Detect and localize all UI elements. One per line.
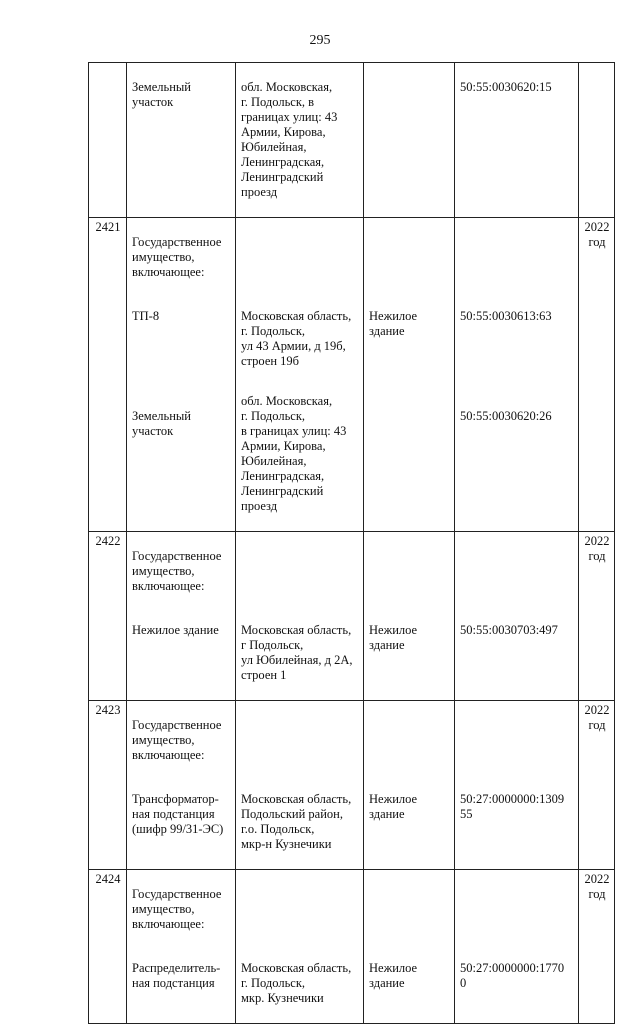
- object-name-cell: [127, 870, 236, 1024]
- object-address: Московская область, г. Подольск, мкр. Кузнечики: [241, 961, 352, 1005]
- row-number: 2423: [89, 701, 127, 870]
- object-type: Нежилое здание: [369, 792, 418, 821]
- object-name-cell: [127, 218, 236, 532]
- cadastral-cell: [455, 870, 579, 1024]
- table-row: [89, 870, 615, 1024]
- object-name: Земельный участок: [132, 409, 191, 438]
- year-cell: 2022 год: [579, 701, 615, 870]
- address-cell: [236, 218, 364, 532]
- object-type: Нежилое здание: [369, 623, 418, 652]
- cadastral-cell: [455, 701, 579, 870]
- cadastral-number: 50:55:0030613:63: [460, 309, 552, 323]
- year-cell: 2022 год: [579, 532, 615, 701]
- address-cell: [236, 701, 364, 870]
- table-row: [89, 63, 615, 218]
- object-address: Московская область, Подольский район, г.о. Подольск, мкр-н Кузнечики: [241, 792, 352, 851]
- object-name-cell: [127, 701, 236, 870]
- object-name-cell: [127, 63, 236, 218]
- page-number: 295: [309, 33, 331, 48]
- row-number: 2422: [89, 532, 127, 701]
- object-name: Распределитель- ная подстанция: [132, 961, 221, 990]
- cadastral-number: 50:27:0000000:1309 55: [460, 792, 565, 821]
- address-cell: [236, 870, 364, 1024]
- object-type: Нежилое здание: [369, 309, 418, 338]
- cadastral-number: 50:55:0030703:497: [460, 623, 558, 637]
- year-cell: 2022 год: [579, 870, 615, 1024]
- object-type: Нежилое здание: [369, 961, 418, 990]
- cadastral-number: 50:27:0000000:1770 0: [460, 961, 565, 990]
- group-label: Государственное имущество, включающее:: [132, 887, 222, 931]
- group-label: Государственное имущество, включающее:: [132, 549, 222, 593]
- object-address: Московская область, г. Подольск, ул 43 Армии, д 19б, строен 19б: [241, 309, 352, 368]
- property-registry-table: [88, 62, 615, 1024]
- object-address: обл. Московская, г. Подольск, в границах улиц: 43 Армии, Кирова, Юбилейная, Ленинградская, Ленинградский проезд: [241, 394, 347, 513]
- object-type-cell: [364, 701, 455, 870]
- cadastral-number: 50:55:0030620:15: [460, 80, 552, 94]
- cadastral-cell: [455, 63, 579, 218]
- table-row: [89, 218, 615, 532]
- object-name: Трансформатор- ная подстанция (шифр 99/31-ЭС): [132, 792, 224, 836]
- group-label: Государственное имущество, включающее:: [132, 718, 222, 762]
- object-type-cell: [364, 870, 455, 1024]
- table-row: [89, 701, 615, 870]
- cadastral-number: 50:55:0030620:26: [460, 409, 552, 423]
- year-cell: 2022 год: [579, 218, 615, 532]
- object-name: ТП-8: [132, 309, 160, 323]
- row-number: 2424: [89, 870, 127, 1024]
- object-name: Нежилое здание: [132, 623, 219, 637]
- object-name-cell: [127, 532, 236, 701]
- object-type-cell: [364, 532, 455, 701]
- row-number: 2421: [89, 218, 127, 532]
- address-cell: [236, 63, 364, 218]
- object-name: Земельный участок: [132, 80, 191, 109]
- cadastral-cell: [455, 218, 579, 532]
- cadastral-cell: [455, 532, 579, 701]
- year-cell: [579, 63, 615, 218]
- table-row: [89, 532, 615, 701]
- object-type-cell: [364, 218, 455, 532]
- group-label: Государственное имущество, включающее:: [132, 235, 222, 279]
- object-address: Московская область, г Подольск, ул Юбилейная, д 2А, строен 1: [241, 623, 353, 682]
- row-number: [89, 63, 127, 218]
- object-address: обл. Московская, г. Подольск, в границах улиц: 43 Армии, Кирова, Юбилейная, Ленинградская, Ленинградский проезд: [241, 80, 338, 199]
- address-cell: [236, 532, 364, 701]
- object-type-cell: [364, 63, 455, 218]
